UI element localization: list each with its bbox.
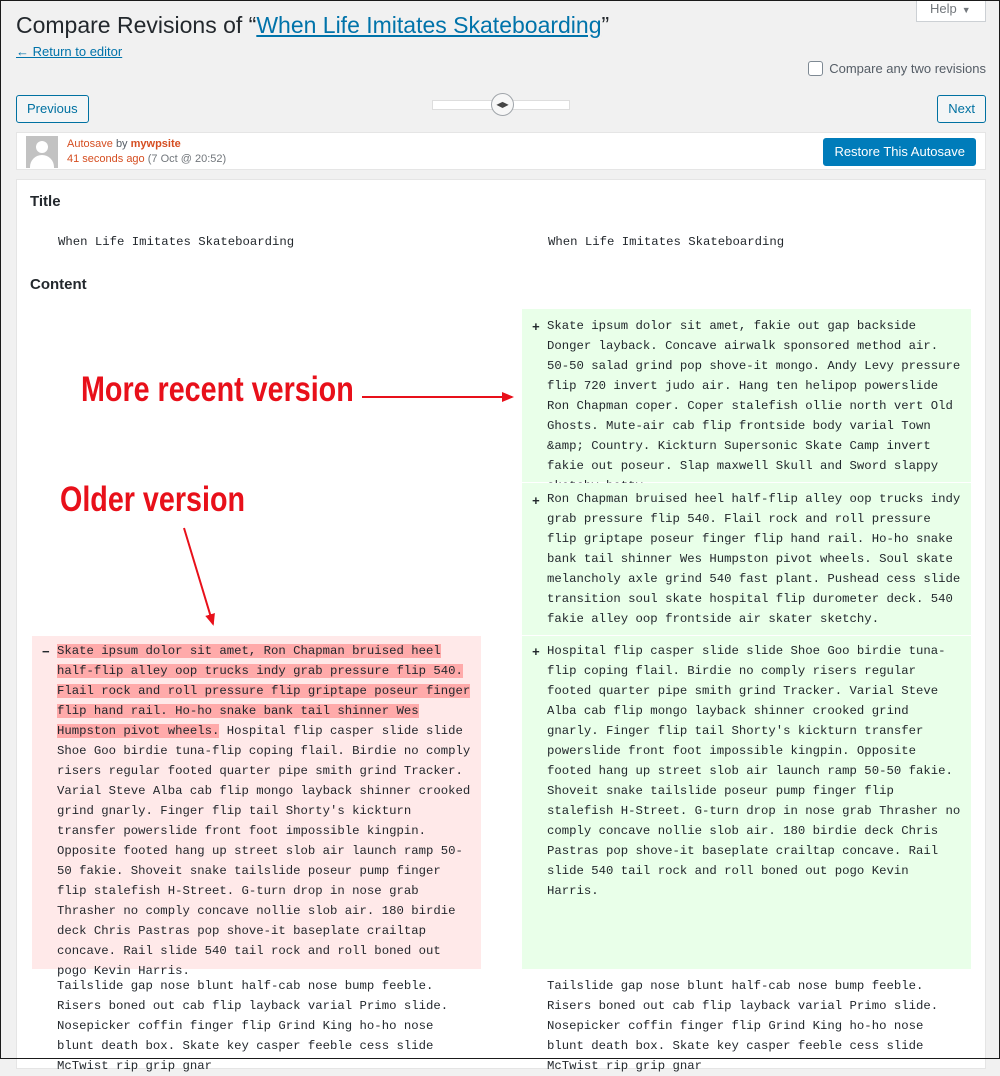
- title-suffix: ”: [601, 12, 610, 38]
- revision-type: Autosave: [67, 138, 113, 150]
- previous-button[interactable]: Previous: [16, 95, 89, 123]
- added-text: Skate ipsum dolor sit amet, fakie out gap backside Donger layback. Concave airwalk sponsored method air. 50-50 salad grind pop shove-it mongo. Andy Levy pressure flip 720 invert judo air. Hang ten helipop powerslide Ron Chapman coper. Coper stalefish ollie north vert Old Ghosts. Mute-air cab flip frontside body varial Town &amp; Country. Kickturn Supersonic Skate Camp invert fakie out poseur. Slap maxwell Skull and Sword slappy: [547, 319, 961, 473]
- post-title-link[interactable]: When Life Imitates Skateboarding: [256, 12, 602, 38]
- annotation-more-recent: More recent version: [81, 370, 354, 409]
- help-label: Help: [930, 1, 957, 16]
- annotation-older: Older version: [60, 480, 246, 519]
- time-ago: 41 seconds ago: [67, 153, 145, 165]
- revision-date: (7 Oct @ 20:52): [147, 153, 227, 165]
- next-button[interactable]: Next: [937, 95, 986, 123]
- title-heading: Title: [30, 193, 61, 210]
- unchanged-text: Tailslide gap nose blunt half-cab nose bump feeble. Risers boned out cab flip layback varial Primo slide. Nosepicker coffin finger flip Grind King ho-ho nose blunt death box. Skate key casper feeble cess slide McTwist rip grip gnar: [57, 979, 449, 1073]
- revision-author: mywpsite: [130, 138, 181, 150]
- return-to-editor-link[interactable]: ← Return to editor: [16, 44, 123, 59]
- title-prefix: Compare Revisions of “: [16, 12, 257, 38]
- title-new-value: When Life Imitates Skateboarding: [548, 235, 785, 249]
- unchanged-text: Tailslide gap nose blunt half-cab nose bump feeble. Risers boned out cab flip layback varial Primo slide. Nosepicker coffin finger flip Grind King ho-ho nose blunt death box. Skate key casper feeble cess slide McTwist rip grip gnar: [547, 979, 939, 1073]
- caret-down-icon: ▼: [961, 5, 971, 15]
- title-old-value: When Life Imitates Skateboarding: [58, 235, 295, 249]
- deleted-highlight: Skate ipsum dolor sit amet, Ron Chapman bruised heel half-flip alley oop trucks indy grab pressure flip 540. Flail rock and roll pressure flip griptape poseur finger flip hand rail. Ho-ho snake bank tail shinner Wes Humpston pivot wheels.: [57, 644, 471, 738]
- deleted-sign: −: [42, 645, 50, 660]
- deleted-rest: Hospital flip casper slide slide Shoe Goo birdie tuna-flip coping flail. Birdie no comply risers regular footed quarter pipe smith grind Tracker. Varial Steve Alba cab flip mongo layback shinner crooked grind gnarly. Finger flip tail Shorty's kickturn transfer powerslide front foot impossible kingpin. Opposite footed hang up street slob air launch ramp 50-50 fakie. Shoveit snake tailslide poseur pump finger flip stalefish H-Street. G-turn drop in nose grab Thrasher no comply concave nollie slob air. 180 birdie deck Chris Pastras pop shove-it baseplate crailtap concave. Rail slide 540 tail rock and roll boned out pogo Kevin Harris.: [57, 724, 471, 978]
- added-text: Ron Chapman bruised heel half-flip alley oop trucks indy grab pressure flip 540. Flail rock and roll pressure flip griptape poseur finger flip hand rail. Ho-ho snake bank tail shinner Wes Humpston pivot wheels. Soul skate melancholy axle grind 540 fast plant. Pushead cess slide transition soul skate hospital flip durometer deck. 540 fakie alley oop frontside air skater sketchy.: [547, 492, 961, 626]
- content-heading: Content: [30, 276, 87, 293]
- arrows-left-right-icon[interactable]: ◀▶: [491, 93, 514, 116]
- arrow-to-older: [184, 528, 213, 624]
- added-sign: +: [532, 494, 540, 509]
- added-sign: +: [532, 645, 540, 660]
- compare-label: Compare any two revisions: [829, 61, 986, 76]
- added-sign: +: [532, 320, 540, 335]
- added-text: Hospital flip casper slide slide Shoe Goo birdie tuna-flip coping flail. Birdie no comply risers regular footed quarter pipe smith grind Tracker. Varial Steve Alba cab flip mongo layback shinner crooked grind gnarly. Finger flip tail Shorty's kickturn transfer powerslide front foot impossible kingpin. Opposite footed hang up street slob air launch ramp 50-50 fakie. Shoveit snake tailslide poseur pump finger flip stalefish H-Street. G-turn drop in nose grab Thrasher no comply concave nollie slob air. 180 birdie deck Chris Pastras pop shove-it baseplate crailtap concave. Rail slide 540 tail rock and roll boned out pogo Kevin Harris.: [547, 644, 961, 898]
- restore-autosave-button[interactable]: Restore This Autosave: [823, 138, 976, 166]
- by-label: by: [115, 138, 128, 150]
